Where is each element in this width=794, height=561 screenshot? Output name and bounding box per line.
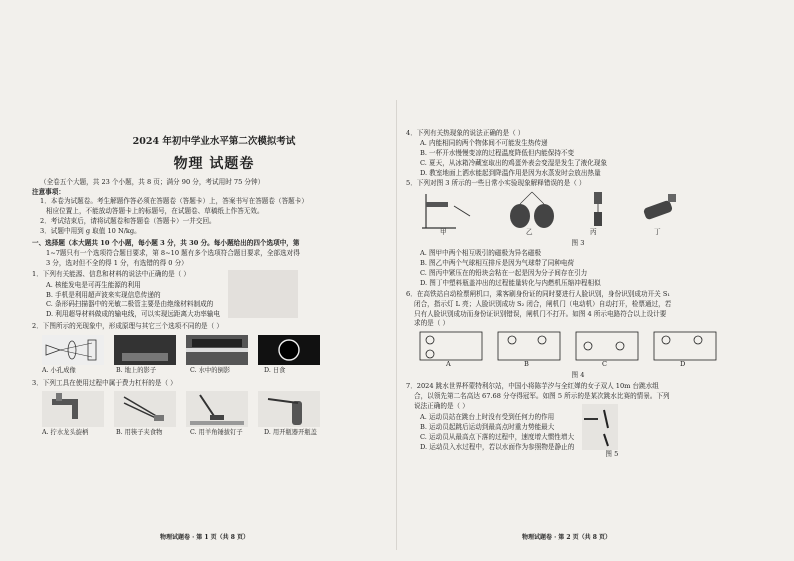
fig3-label-ding: 丁	[654, 228, 661, 237]
q2-label-d: D. 日食	[264, 367, 286, 375]
q7-option-b: B. 运动员起跳后运动到最高点时重力势能最大	[420, 422, 555, 431]
hammer-image	[186, 391, 248, 427]
page-fold	[396, 100, 397, 550]
fig3-label-bing: 丙	[590, 228, 597, 237]
question-6: 6．在高铁站自动检票闸机口，乘客刷身份证的同时要进行人脸识别，身份识别成功开关 S₁	[406, 289, 671, 298]
faucet-image	[42, 391, 104, 427]
fig4-label-a: A	[446, 360, 451, 369]
question-2: 2．下图所示的光现象中，形成原理与其它三个选项不同的是（ ）	[32, 322, 223, 331]
fig4-label-b: B	[524, 360, 529, 369]
q4-option-c: C. 夏天，从冰箱冷藏室取出的鸡蛋外表会变湿是发生了液化现象	[420, 158, 608, 167]
q4-option-b: B. 一杯开水慢慢变凉的过程温度降低但内能保持不变	[420, 148, 575, 157]
figure-4-labels	[446, 360, 746, 369]
q4-option-a: A. 内能相同的两个物体间不可能发生热传递	[420, 138, 548, 147]
notice-1: 1．本卷为试题卷。考生解题作答必须在答题卷（答题卡）上，答案书写在答题卷（答题卡）	[40, 197, 308, 206]
q3-label-d: D. 用开瓶器开瓶盖	[264, 429, 317, 437]
q2-label-c: C. 水中的倒影	[190, 367, 231, 375]
figure-4-caption: 图 4	[571, 371, 585, 380]
q3-label-c: C. 用羊角锤拔钉子	[190, 429, 243, 437]
q7-option-c: C. 运动员从最高点下落的过程中，速度增大惯性增大	[420, 432, 575, 441]
q5-option-b: B. 图乙中两个气球相互排斥是因为气球带了同种电荷	[420, 259, 575, 268]
figure-5	[582, 404, 619, 458]
q7-option-a: A. 运动员站在跳台上时没有受到任何力的作用	[420, 412, 555, 421]
figure-4-circuits	[416, 330, 736, 364]
question-5: 5．下列对图 3 所示的一些日常小实验现象解释错误的是（ ）	[406, 179, 586, 188]
notice-2: 2．考试结束后，请将试题卷和答题卷（答题卡）一并交回。	[40, 217, 216, 226]
page-2	[406, 128, 770, 548]
bottle-opener-image	[258, 391, 320, 427]
page-2-footer: 物理试题卷 · 第 2 页（共 8 页）	[522, 533, 611, 541]
shadow-image	[114, 335, 176, 365]
section-line-1: 1~7题只有一个选项符合题目要求，第 8~10 题有多个选项符合题目要求，全部选对得	[46, 248, 300, 257]
exam-title: 2024 年初中学业水平第二次模拟考试	[132, 136, 296, 147]
q1-figure	[228, 270, 298, 318]
q1-block	[32, 280, 396, 321]
question-6-line-3: 只有人脸识别成功而身份证识别错误，闸机门不打开。如图 4 所示电路符合以上设计要	[414, 309, 667, 318]
section-line-2: 3 分，选对但不全的得 1 分，有选错的得 0 分）	[46, 258, 188, 267]
notice-1b: 相应位置上，不能放动答题卡上的标题号，在试题卷、草稿纸上作答无效。	[46, 207, 264, 216]
question-4: 4．下列有关热现象的说法正确的是（ ）	[406, 129, 525, 137]
eclipse-image	[258, 335, 320, 365]
question-6-line-4: 求的是（ ）	[414, 319, 450, 328]
chopsticks-image	[114, 391, 176, 427]
q2-images	[42, 335, 396, 365]
q5-option-d: D. 图丁中塑料瓶盖冲出的过程能量转化与内燃机压缩冲程相似	[420, 278, 601, 287]
q2-labels	[42, 367, 396, 376]
q1-option-b: B. 手机是利用超声波来实现信息传递的	[46, 290, 161, 299]
pinhole-image	[42, 335, 104, 365]
figure-3-caption: 图 3	[571, 239, 585, 248]
question-7-line-3: 说法正确的是（ ）	[414, 402, 469, 411]
q1-option-c: C. 条形码扫描器中的光敏二极管主要是由绝缘材料制成的	[46, 300, 214, 309]
question-3: 3．下列工具在使用过程中属于费力杠杆的是（ ）	[32, 378, 177, 387]
page-1-footer: 物理试题卷 · 第 1 页（共 8 页）	[160, 533, 249, 541]
q5-option-c: C. 图丙中紧压在的铅块会粘在一起是因为分子间存在引力	[420, 269, 588, 278]
figure-3-drawing	[416, 190, 716, 230]
figure-5-caption: 图 5	[605, 449, 619, 458]
page-1	[32, 118, 396, 541]
reflection-image	[186, 335, 248, 365]
q2-label-b: B. 地上的影子	[116, 367, 157, 375]
section-heading: 一、选择题（本大题共 10 个小题，每小题 3 分，共 30 分。每小题给出的四个选项中，第	[32, 239, 300, 248]
fig3-label-yi: 乙	[526, 228, 533, 237]
question-7: 7．2024 跳水世界杯蒙特利尔站，中国小将陈芋汐与全红婵的女子双人 10m 台跳水组	[406, 382, 659, 391]
notice-3: 3．试题中用到 g 取值 10 N/kg。	[40, 227, 141, 236]
q3-label-a: A. 拧水龙头旋柄	[42, 429, 89, 437]
q5-option-a: A. 图甲中两个相互吸引的磁极为异名磁极	[420, 249, 542, 258]
fig4-label-d: D	[680, 360, 686, 369]
q3-labels	[42, 429, 396, 438]
figure-3	[416, 190, 770, 238]
q4-option-d: D. 教室地面上洒水能起到降温作用是因为水蒸发时会放出热量	[420, 168, 601, 177]
notice-heading: 注意事项：	[32, 187, 65, 196]
question-6-line-2: 闭合，指示灯 L 亮；人脸识别成功 S₂ 闭合，闸机门（电动机）自动打开，检票通过，若	[414, 299, 672, 308]
question-1: 1．下列有关能源、信息和材料的说法中正确的是（ ）	[32, 269, 190, 278]
q1-option-a: A. 核能发电是可再生能源的利用	[46, 280, 141, 289]
fig4-label-c: C	[602, 360, 608, 369]
q3-images	[42, 391, 396, 427]
fig3-label-jia: 甲	[440, 228, 447, 237]
figure-4	[416, 330, 770, 370]
q2-label-a: A. 小孔成像	[42, 367, 76, 375]
exam-note: （全卷五个大题，共 23 个小题，共 8 页；满分 90 分，考试用时 75 分钟）	[40, 177, 265, 186]
figure-5-diver	[582, 404, 618, 450]
q1-option-d: D. 利用超导材料做成的输电线，可以实现远距离大功率输电	[46, 310, 221, 319]
figure-3-labels	[440, 228, 740, 237]
question-7-line-2: 合，以领先第二名高达 67.68 分夺得冠军。如图 5 所示的是某次跳水比赛的情景。下列	[414, 392, 670, 401]
q3-label-b: B. 用筷子夹食物	[116, 429, 163, 437]
q7-option-d: D. 运动员入水过程中，若以水面作为参照物是静止的	[420, 442, 575, 451]
q7-block	[406, 412, 770, 458]
exam-subtitle: 物理 试题卷	[173, 155, 255, 172]
